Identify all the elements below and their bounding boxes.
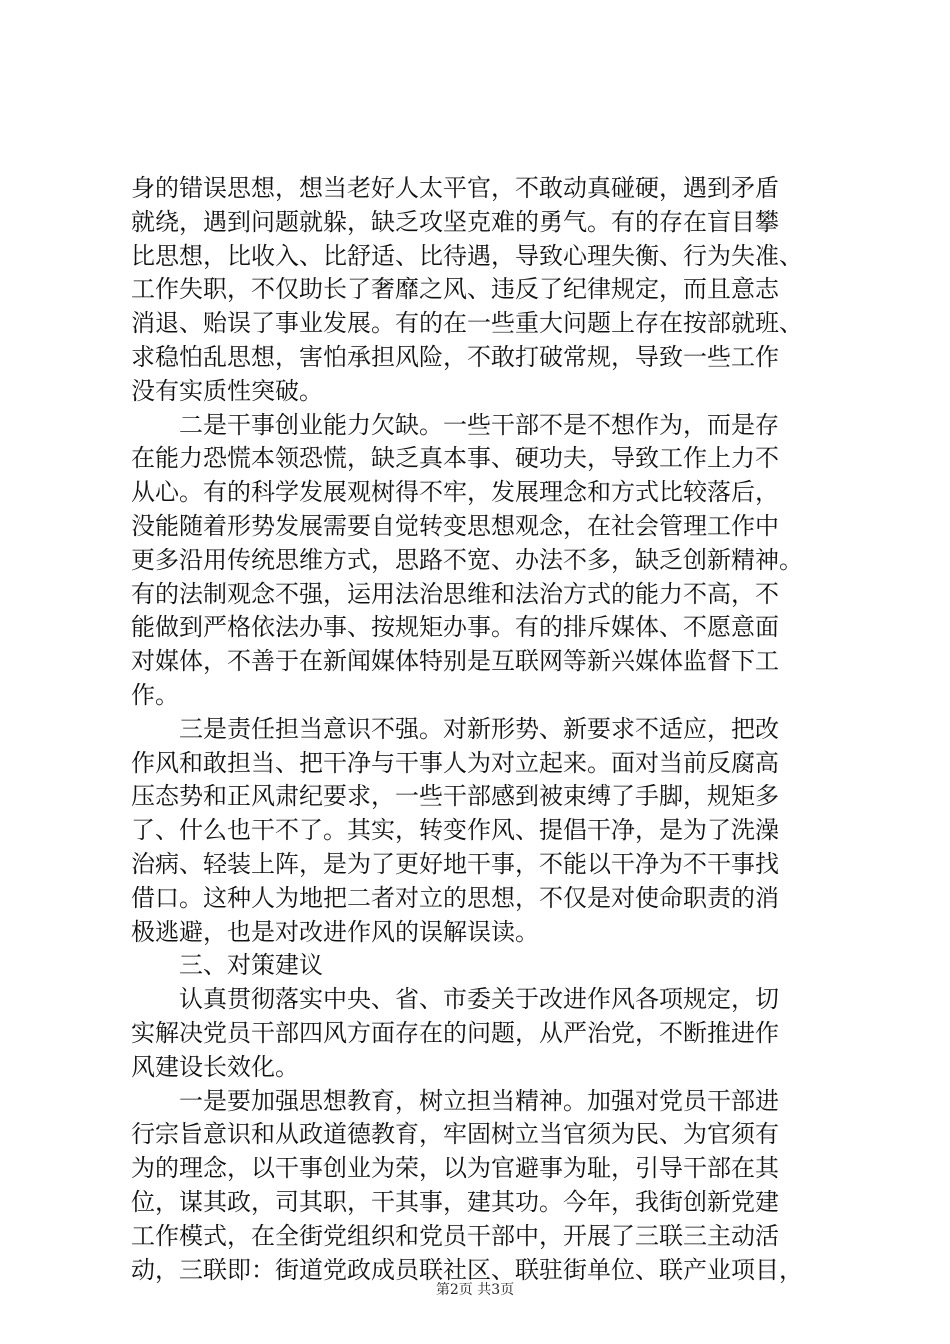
text-line: 工作失职，不仅助长了奢靡之风、违反了纪律规定，而且意志: [131, 275, 779, 304]
text-line: 治病、轻装上阵，是为了更好地干事，不能以干净为不干事找: [131, 849, 779, 878]
text-line: 作。: [131, 680, 179, 709]
text-line: 身的错误思想，想当老好人太平官，不敢动真碰硬，遇到矛盾: [131, 174, 779, 202]
page-footer: [0, 1279, 950, 1299]
text-line: 工作模式，在全街党组织和党员干部中，开展了三联三主动活: [131, 1221, 779, 1250]
document-body: [131, 172, 821, 1287]
text-line: 在能力恐慌本领恐慌，缺乏真本事、硬功夫，导致工作上力不: [131, 444, 779, 473]
text-line: 极逃避，也是对改进作风的误解误读。: [131, 917, 539, 946]
text-line: 求稳怕乱思想，害怕承担风险，不敢打破常规，导致一些工作: [131, 342, 779, 371]
text-line: 了、什么也干不了。其实，转变作风、提倡干净，是为了洗澡: [131, 816, 779, 845]
text-line: 风建设长效化。: [131, 1052, 299, 1081]
text-line: 能做到严格依法办事、按规矩办事。有的排斥媒体、不愿意面: [131, 613, 779, 642]
paragraph-start-line: 二是干事创业能力欠缺。一些干部不是不想作为，而是存: [179, 410, 779, 439]
text-line: 实解决党员干部四风方面存在的问题，从严治党，不断推进作: [131, 1018, 779, 1047]
text-line: 动，三联即：街道党政成员联社区、联驻街单位、联产业项目，: [131, 1255, 803, 1284]
text-line: 没能随着形势发展需要自觉转变思想观念，在社会管理工作中: [131, 511, 779, 540]
text-line: 位，谋其政，司其职，干其事，建其功。今年，我街创新党建: [131, 1187, 779, 1216]
text-line: 压态势和正风肃纪要求，一些干部感到被束缚了手脚，规矩多: [131, 782, 779, 811]
paragraph-start-line: 一是要加强思想教育，树立担当精神。加强对党员干部进: [179, 1086, 779, 1115]
section-heading: 三、对策建议: [179, 951, 323, 980]
text-line: 借口。这种人为地把二者对立的思想，不仅是对使命职责的消: [131, 883, 779, 912]
text-line: 为的理念，以干事创业为荣，以为官避事为耻，引导干部在其: [131, 1154, 779, 1183]
text-line: 对媒体，不善于在新闻媒体特别是互联网等新兴媒体监督下工: [131, 647, 779, 676]
text-line: 作风和敢担当、把干净与干事人为对立起来。面对当前反腐高: [131, 748, 779, 777]
text-line: 行宗旨意识和从政道德教育，牢固树立当官须为民、为官须有: [131, 1120, 779, 1149]
text-line: 有的法制观念不强，运用法治思维和法治方式的能力不高，不: [131, 579, 779, 608]
paragraph-start-line: 认真贯彻落实中央、省、市委关于改进作风各项规定，切: [179, 985, 779, 1014]
text-line: 从心。有的科学发展观树得不牢，发展理念和方式比较落后，: [131, 478, 779, 507]
text-line: 更多沿用传统思维方式，思路不宽、办法不多，缺乏创新精神。: [131, 545, 803, 574]
text-line: 消退、贻误了事业发展。有的在一些重大问题上存在按部就班、: [131, 309, 803, 338]
text-line: 就绕，遇到问题就躲，缺乏攻坚克难的勇气。有的存在盲目攀: [131, 207, 779, 236]
page-number-label: 第2页 共3页: [435, 1282, 515, 1298]
text-line: 比思想，比收入、比舒适、比待遇，导致心理失衡、行为失准、: [131, 241, 803, 270]
paragraph-start-line: 三是责任担当意识不强。对新形势、新要求不适应，把改: [179, 714, 779, 743]
text-line: 没有实质性突破。: [131, 376, 323, 405]
